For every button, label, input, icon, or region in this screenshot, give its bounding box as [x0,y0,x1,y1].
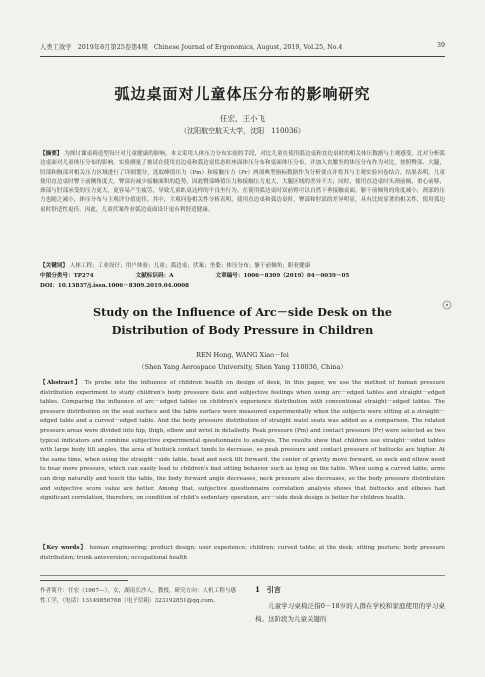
english-title-line-1: Study on the Influence of Arc－side Desk on the [93,305,392,319]
document-code: 文献标识码：A [135,273,174,279]
english-keywords [40,544,445,563]
open-access-mark-icon [442,300,452,310]
introduction-heading: 1 引言 [255,585,281,594]
english-abstract [40,379,445,504]
clc-number: 中图分类号：TP274 [40,273,94,279]
chinese-abstract [40,150,445,215]
chinese-keywords-text: 人体工程；工业设计；用户体验；儿童；弧边桌；伏案；坐姿；体压分布；躯干前倾角；职业健康 [69,263,311,269]
english-keywords-label: 【Key words】 [40,545,87,551]
chinese-abstract-text: 为探讨课桌椅造型设计对儿童健康的影响，本文采用人体压力分布实验的手段，对比儿童在使用弧边桌和直边桌时的相关体压数据与主观感受，比对分析弧边桌面对儿童体压分布的影响。实验测量了被试在使用直边桌和弧边桌状态时座面体压分布和桌面体压分布，并加入直腰坐的体压分布作为对比，按照臀部、大腿，肘部和胸部对相关压力区域进行了详细划分，选取峰值压力（Pm）和接触压力（Pr）两项典型指标数据作为分析要点并将其与主观实验问卷结合。结果表明，儿童使用直边桌时臀下前侧角度大，臀部有减少接触面积的趋势，因此臀部峰值压力和接触压力更大，大腿区域的差异不大；同时，使用直边桌时头颈前倾，重心前移，颈部与肘部承受的压力更大，更容易产生疲劳，导致儿童趴桌这样的不良坐行为。在使用弧边桌时双前臂可以自然下垂接触桌面，躯干前倾角的角度减小，颈部的压力也随之减小，体压分布与主观评分值更佳。其中，主观问卷相关性分析表明，使用直边桌和弧边桌时，臀部和肘部的差异明显，具有比较显著的相关性，使用弧边桌时舒适性更佳。因此，儿童伏案作业弧边桌面设计更有利舒适健康。 [40,151,445,213]
footnote-rule [40,580,128,581]
header-rule [40,56,445,57]
english-abstract-text: To probe into the influence of children health on design of desk, In this paper, we use the method of human pressure distribution experiment to study children's body pressure date and subjective feelings when using arc－edged tables and straight－edged tables. Comparing the influence of arc－edged tables on children's experience distribution with conventional straight－edged tables. The pressure distribution on the seat surface and the table surface were measured experimentally when the subjects were sitting at a straight－edged table and a curved－edged table. And the body pressure distribution of straight waist seats was added as a comparison. The related pressure areas were divided into hip, thigh, elbow and wrist in detailedly. Peak pressure (Pm) and contact pressure (Pr) were selected as two typical indicators and combine subjective experimental questionnaire to analysis. The results show that children use straight－sided tables with large body tilt angles, the area of buttock contact tends to decrease, so peak pressure and contact pressure of buttocks are higher. At the same time, when using the straight－side table, head and neck tilt forward, the center of gravity move forward, so neck and elbow need to bear more pressure, which can easily lead to children's bad sitting behavior such as lying on the table. When using a curved table, arms can drop naturally and touch the table, the body forward angle decreases, neck pressure also decreases, so the body pressure distribution and subjective score value are better. Among that, subjective questionnaire correlation analysis shows that buttocks and elbows had significant correlation, therefore, on condition of child's sedentary operation, arc－side desk design is better for children health. [40,380,445,502]
chinese-keywords [40,261,445,269]
doi: DOI：10.13837/j.issn.1006－8309.2019.04.0008 [40,283,190,289]
chinese-keywords-label: 【关键词】 [40,263,68,269]
chinese-title: 弧边桌面对儿童体压分布的影响研究 [114,85,371,103]
journal-info: 人类工效学 2019年8月第25卷第4期 Chinese Journal of Ergonomics, August, 2019, Vol.25, No.4 [40,44,343,51]
english-title-line-2: Distribution of Body Pressure in Children [111,323,374,337]
author-footnote: 作者简介：任宏（1967—），女，湖南长沙人，教授，研究方向：人机工程与感性工学，（电话）13149856768（电子信箱）323192851@qq.com。 [40,588,237,604]
classification-row [40,271,445,279]
chinese-abstract-label: 【摘要】 [40,151,63,157]
english-title [0,303,485,339]
english-abstract-label: 【Abstract】 [40,380,82,386]
article-number: 文章编号：1006－8309（2019）04－0039－05 [215,273,350,279]
english-affiliation: （Shen Yang Aerospace University, Shen Yang 110036, China） [138,363,347,371]
chinese-affiliation: （沈阳航空航天大学，沈阳 110036） [180,127,305,135]
running-header [40,42,445,51]
chinese-authors: 任宏，王小飞 [220,114,265,123]
section-rule [40,575,445,576]
english-keywords-text: human engineering; product design; user experience; children; curved table; at the desk; sitting posture; body pressure distribution; trunk anteversion; occupational health [40,545,445,561]
introduction-text: 儿童学习桌椅泛指0－18岁的人群在学校和家庭使用的学习桌椅。这阶段为儿童关键的 [255,602,445,623]
english-authors: REN Hong, WANG Xiao－fei [196,351,289,359]
page-number: 39 [436,42,445,49]
